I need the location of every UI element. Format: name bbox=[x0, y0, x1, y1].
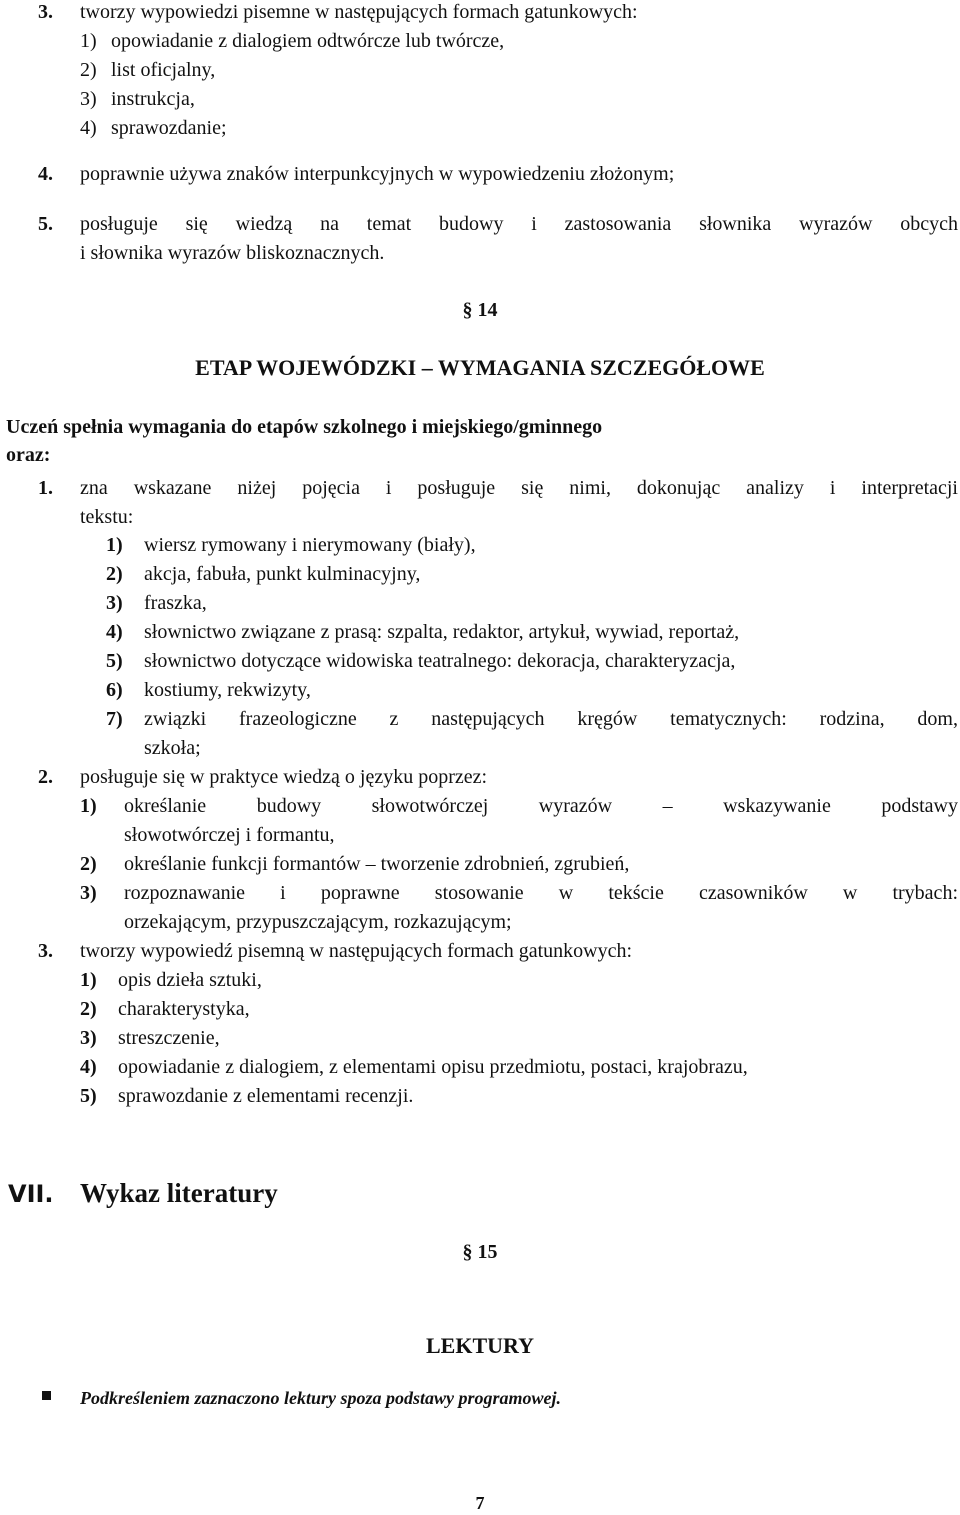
sub-number: 2) bbox=[106, 563, 123, 585]
item-number: 3. bbox=[38, 940, 53, 962]
item-text: posługuje się w praktyce wiedzą o języku poprzez: bbox=[80, 766, 488, 788]
note-text: Podkreśleniem zaznaczono lektury spoza podstawy programowej. bbox=[80, 1388, 562, 1408]
item-text-cont: tekstu: bbox=[80, 506, 134, 528]
sub-text: kostiumy, rekwizyty, bbox=[144, 679, 311, 701]
sub-text: charakterystyka, bbox=[118, 998, 250, 1020]
paragraph-label: § 14 bbox=[462, 299, 498, 321]
sub-text: opowiadanie z dialogiem, z elementami opisu przedmiotu, postaci, krajobrazu, bbox=[118, 1056, 748, 1078]
sub-number: 2) bbox=[80, 998, 97, 1020]
sub-number: 1) bbox=[80, 969, 97, 991]
section-heading: ETAP WOJEWÓDZKI – WYMAGANIA SZCZEGÓŁOWE bbox=[195, 355, 765, 380]
section-heading: LEKTURY bbox=[425, 1333, 535, 1358]
sub-text: streszczenie, bbox=[118, 1027, 220, 1049]
sub-number: 3) bbox=[106, 592, 123, 614]
sub-number: 1) bbox=[106, 534, 123, 556]
sub-number: 4) bbox=[80, 1056, 97, 1078]
sub-text: wiersz rymowany i nierymowany (biały), bbox=[144, 534, 476, 556]
item-text: tworzy wypowiedzi pisemne w następujących formach gatunkowych: bbox=[80, 1, 638, 23]
sub-text: rozpoznawanie i poprawne stosowanie w tekście czasowników w trybach: bbox=[124, 882, 958, 904]
item-text: posługuje się wiedzą na temat budowy i zastosowania słownika wyrazów obcych bbox=[80, 213, 958, 235]
sub-text: określanie budowy słowotwórczej wyrazów – wskazywanie podstawy bbox=[124, 795, 958, 817]
sub-text: słownictwo związane z prasą: szpalta, redaktor, artykuł, wywiad, reportaż, bbox=[144, 621, 740, 643]
item-number: 2. bbox=[38, 766, 53, 788]
sub-number: 2) bbox=[80, 59, 97, 81]
sub-text: instrukcja, bbox=[111, 88, 195, 110]
sub-number: 2) bbox=[80, 853, 97, 875]
item-text: poprawnie używa znaków interpunkcyjnych w wypowiedzeniu złożonym; bbox=[80, 163, 675, 185]
sub-text-cont: szkoła; bbox=[144, 737, 201, 759]
item-text-cont: i słownika wyrazów bliskoznacznych. bbox=[80, 242, 385, 264]
sub-number: 4) bbox=[80, 117, 97, 139]
item-number: 1. bbox=[38, 477, 53, 499]
sub-text: list oficjalny, bbox=[111, 59, 216, 81]
square-bullet-icon bbox=[42, 1391, 51, 1400]
sub-number: 5) bbox=[80, 1085, 97, 1107]
sub-number: 3) bbox=[80, 882, 97, 904]
sub-number: 4) bbox=[106, 621, 123, 643]
item-text: tworzy wypowiedź pisemną w następujących formach gatunkowych: bbox=[80, 940, 633, 962]
paragraph-label: § 15 bbox=[462, 1241, 498, 1263]
sub-text-cont: orzekającym, przypuszczającym, rozkazującym; bbox=[124, 911, 512, 933]
chapter-title: Wykaz literatury bbox=[80, 1178, 278, 1208]
sub-text: fraszka, bbox=[144, 592, 207, 614]
intro-text: Uczeń spełnia wymagania do etapów szkolnego i miejskiego/gminnego bbox=[6, 416, 603, 438]
sub-text: opowiadanie z dialogiem odtwórcze lub twórcze, bbox=[111, 30, 505, 52]
intro-text-cont: oraz: bbox=[6, 444, 51, 466]
item-text: zna wskazane niżej pojęcia i posługuje się nimi, dokonując analizy i interpretacji bbox=[80, 477, 958, 499]
sub-text: słownictwo dotyczące widowiska teatralnego: dekoracja, charakteryzacja, bbox=[144, 650, 736, 672]
sub-text: opis dzieła sztuki, bbox=[118, 969, 262, 991]
sub-number: 7) bbox=[106, 708, 123, 730]
item-number: 5. bbox=[38, 213, 53, 235]
sub-text: związki frazeologiczne z następujących kręgów tematycznych: rodzina, dom, bbox=[144, 708, 958, 730]
sub-number: 5) bbox=[106, 650, 123, 672]
item-number: 4. bbox=[38, 163, 53, 185]
chapter-number: VII. bbox=[8, 1180, 54, 1208]
sub-number: 3) bbox=[80, 88, 97, 110]
sub-text: sprawozdanie; bbox=[111, 117, 227, 139]
sub-number: 1) bbox=[80, 30, 97, 52]
sub-number: 6) bbox=[106, 679, 123, 701]
sub-text: akcja, fabuła, punkt kulminacyjny, bbox=[144, 563, 421, 585]
sub-text: sprawozdanie z elementami recenzji. bbox=[118, 1085, 414, 1107]
page-number: 7 bbox=[475, 1493, 485, 1513]
item-number: 3. bbox=[38, 1, 53, 23]
sub-text-cont: słowotwórczej i formantu, bbox=[124, 824, 335, 846]
sub-number: 1) bbox=[80, 795, 97, 817]
sub-text: określanie funkcji formantów – tworzenie zdrobnień, zgrubień, bbox=[124, 853, 630, 875]
sub-number: 3) bbox=[80, 1027, 97, 1049]
